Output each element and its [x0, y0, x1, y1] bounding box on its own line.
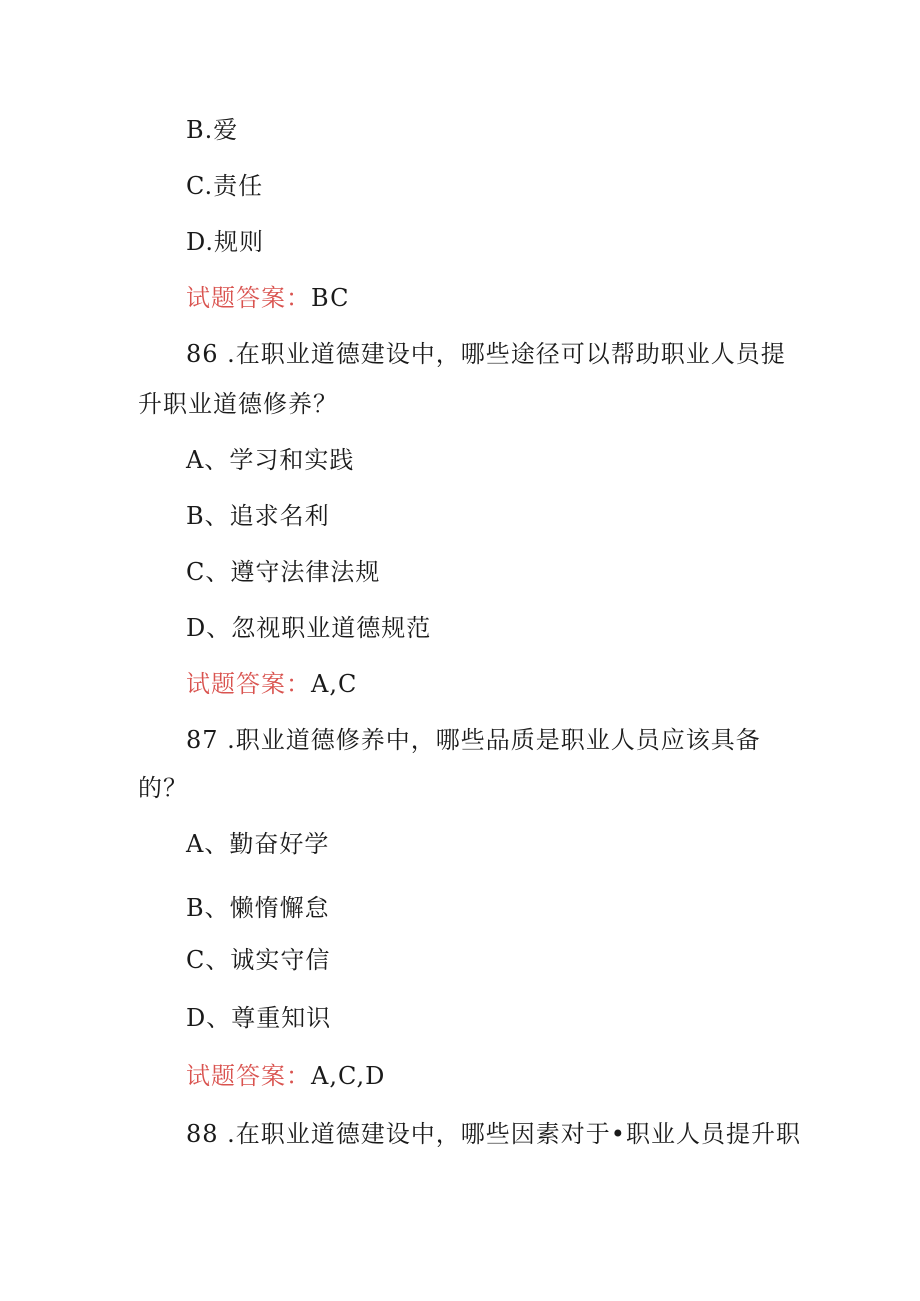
option-c: C.责任: [186, 172, 264, 200]
question-88-line-1: 88 .在职业道德建设中，哪些因素对于•职业人员提升职: [186, 1120, 801, 1148]
answer-value: BC: [311, 284, 350, 312]
question-86-line-1: 86 .在职业道德建设中，哪些途径可以帮助职业人员提: [186, 340, 786, 368]
answer-label: 试题答案：: [186, 284, 311, 312]
question-86-line-2: 升职业道德修养？: [138, 390, 338, 418]
option-b: B.爱: [186, 116, 239, 144]
option-d: D.规则: [186, 228, 265, 256]
option-a: A、学习和实践: [186, 446, 355, 474]
answer-line: [186, 1061, 385, 1091]
option-a: A、勤奋好学: [186, 830, 330, 858]
option-b: B、追求名利: [186, 502, 330, 530]
option-c: C、遵守法律法规: [186, 558, 381, 586]
option-c: C、诚实守信: [186, 946, 331, 974]
answer-value: A,C,D: [311, 1062, 386, 1090]
answer-label: 试题答案：: [186, 1062, 311, 1090]
answer-line: [186, 283, 349, 313]
answer-label: 试题答案：: [186, 670, 311, 698]
answer-line: [186, 669, 357, 699]
option-b: B、懒惰懈怠: [186, 894, 330, 922]
question-87-line-2: 的？: [138, 774, 188, 802]
question-87-line-1: 87 .职业道德修养中，哪些品质是职业人员应该具备: [186, 726, 761, 754]
answer-value: A,C: [311, 670, 358, 698]
option-d: D、尊重知识: [186, 1004, 332, 1032]
option-d: D、忽视职业道德规范: [186, 614, 432, 642]
